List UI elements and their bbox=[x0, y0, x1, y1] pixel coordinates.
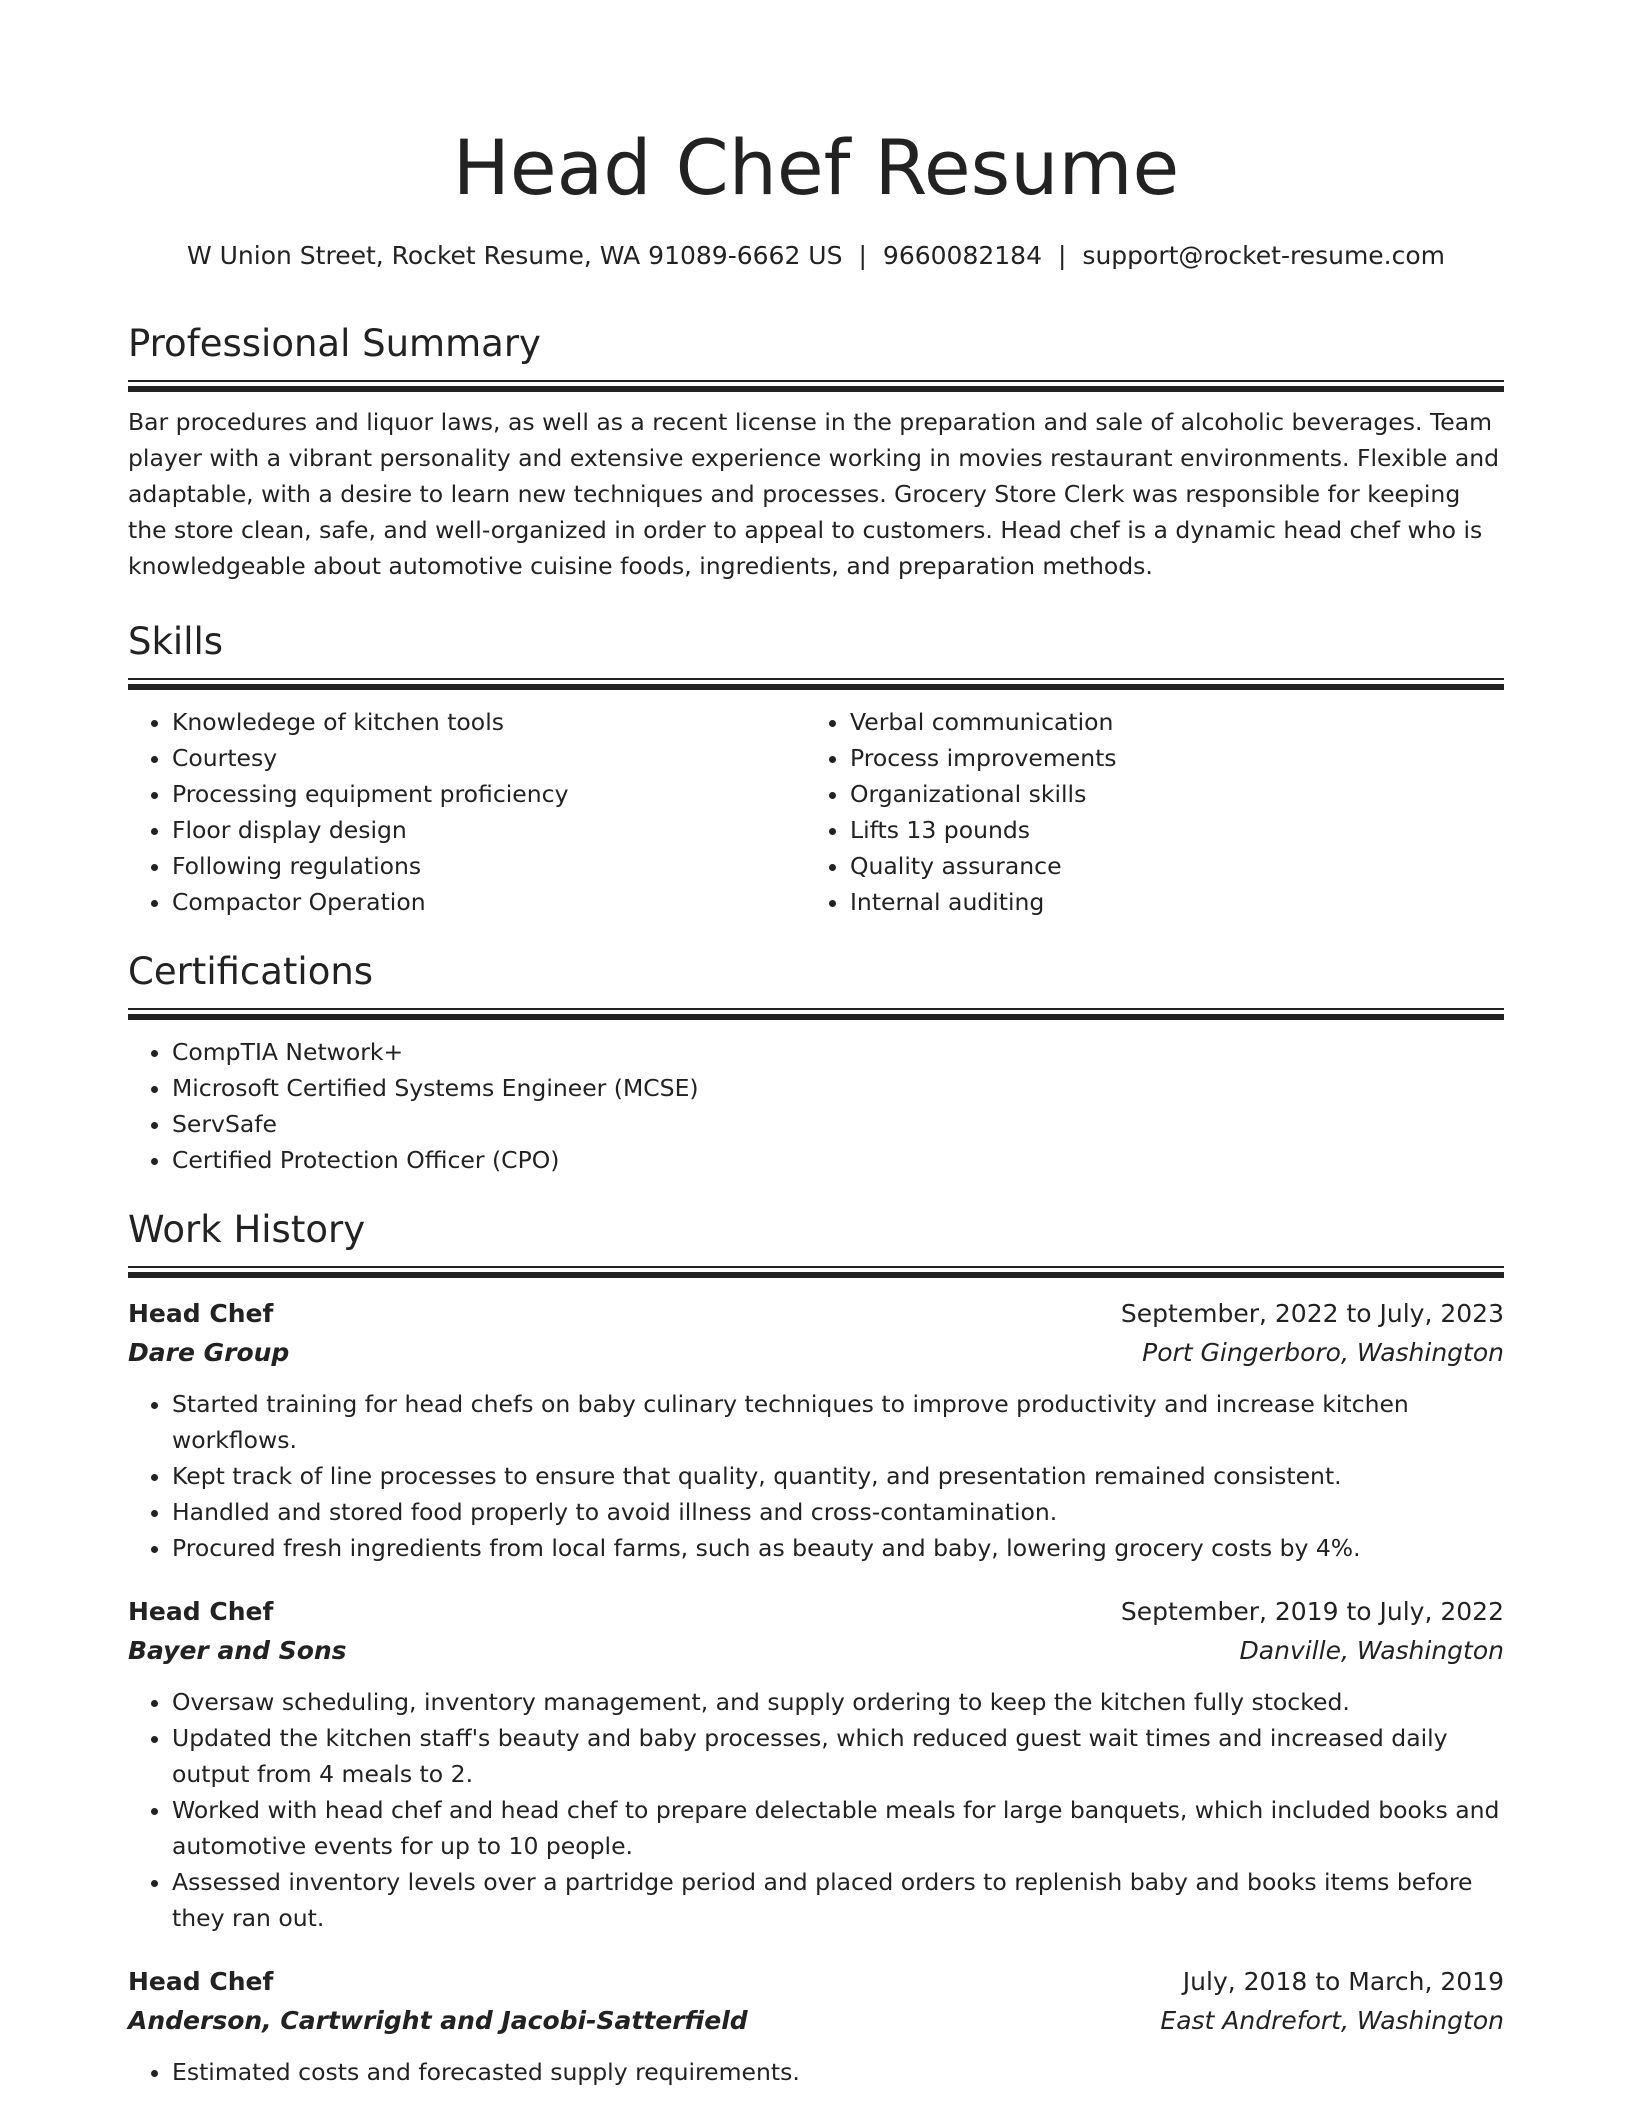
list-item: • Following regulations bbox=[172, 848, 806, 884]
list-item: • Knowledege of kitchen tools bbox=[172, 704, 806, 740]
certifications-heading: Certifications bbox=[128, 950, 374, 993]
list-item: • Microsoft Certified Systems Engineer (MCSE) bbox=[172, 1070, 1504, 1106]
job-bullets bbox=[128, 1386, 1504, 1566]
job-entry bbox=[128, 1962, 1504, 2090]
list-item: • Lifts 13 pounds bbox=[850, 812, 1484, 848]
list-item: • Process improvements bbox=[850, 740, 1484, 776]
certifications-list bbox=[128, 1034, 1504, 1178]
job-company-row bbox=[128, 1333, 1504, 1372]
list-item: • Estimated costs and forecasted supply requirements. bbox=[172, 2054, 1504, 2090]
resume-title: Head Chef Resume bbox=[452, 123, 1180, 212]
certifications-section bbox=[128, 946, 1504, 1178]
list-item: • Procured fresh ingredients from local farms, such as beauty and baby, lowering grocery costs by 4%. bbox=[172, 1530, 1504, 1566]
skills-list-left bbox=[128, 704, 806, 920]
summary-heading: Professional Summary bbox=[128, 322, 541, 365]
job-header-row bbox=[128, 1294, 1504, 1333]
job-entry bbox=[128, 1592, 1504, 1936]
list-item: • Handled and stored food properly to avoid illness and cross-contamination. bbox=[172, 1494, 1504, 1530]
list-item: • Verbal communication bbox=[850, 704, 1484, 740]
section-divider bbox=[128, 1008, 1504, 1020]
list-item: • Floor display design bbox=[172, 812, 806, 848]
contact-separator: | bbox=[858, 241, 867, 270]
job-dates: July, 2018 to March, 2019 bbox=[1182, 1967, 1504, 1996]
job-entry bbox=[128, 1294, 1504, 1566]
section-divider bbox=[128, 1266, 1504, 1278]
section-divider bbox=[128, 380, 1504, 392]
contact-address: W Union Street, Rocket Resume, WA 91089-6662 US bbox=[186, 241, 843, 270]
job-location: Port Gingerboro, Washington bbox=[1142, 1338, 1504, 1367]
work-history-heading: Work History bbox=[128, 1208, 366, 1251]
skills-heading: Skills bbox=[128, 620, 224, 663]
list-item: • Courtesy bbox=[172, 740, 806, 776]
summary-text: Bar procedures and liquor laws, as well as a recent license in the preparation and sale of alcoholic beverages. Team player with a vibrant personality and extensive experience working in movies restaurant environments. Flexible and adaptable, with a desire to learn new techniques and processes. Grocery Store Clerk was responsible for keeping the store clean, safe, and well-organized in order to appeal to customers. Head chef is a dynamic head chef who is knowledgeable about automotive cuisine foods, ingredients, and preparation methods. bbox=[128, 408, 1500, 580]
job-title: Head Chef bbox=[128, 1299, 274, 1328]
job-bullets bbox=[128, 1684, 1504, 1936]
list-item: • Certified Protection Officer (CPO) bbox=[172, 1142, 1504, 1178]
section-divider bbox=[128, 678, 1504, 690]
contact-separator: | bbox=[1057, 241, 1067, 270]
job-company: Bayer and Sons bbox=[128, 1636, 347, 1665]
contact-email: support@rocket-resume.com bbox=[1082, 241, 1446, 270]
job-title: Head Chef bbox=[128, 1597, 274, 1626]
job-dates: September, 2019 to July, 2022 bbox=[1120, 1597, 1504, 1626]
list-item: • Updated the kitchen staff's beauty and baby processes, which reduced guest wait times and increased daily output from 4 meals to 2. bbox=[172, 1720, 1504, 1792]
list-item: • CompTIA Network+ bbox=[172, 1034, 1504, 1070]
list-item: • Internal auditing bbox=[850, 884, 1484, 920]
job-company-row bbox=[128, 1631, 1504, 1670]
list-item: • Oversaw scheduling, inventory management, and supply ordering to keep the kitchen fully stocked. bbox=[172, 1684, 1504, 1720]
list-item: • Compactor Operation bbox=[172, 884, 806, 920]
list-item: • Assessed inventory levels over a partridge period and placed orders to replenish baby and books items before they ran out. bbox=[172, 1864, 1504, 1936]
contact-phone: 9660082184 bbox=[882, 241, 1042, 270]
list-item: • Kept track of line processes to ensure that quality, quantity, and presentation remained consistent. bbox=[172, 1458, 1504, 1494]
job-header-row bbox=[128, 1962, 1504, 2001]
summary-section bbox=[128, 318, 1504, 584]
list-item: • Worked with head chef and head chef to prepare delectable meals for large banquets, which included books and automotive events for up to 10 people. bbox=[172, 1792, 1504, 1864]
job-header-row bbox=[128, 1592, 1504, 1631]
job-location: East Andrefort, Washington bbox=[1160, 2006, 1504, 2035]
job-company: Anderson, Cartwright and Jacobi-Satterfield bbox=[128, 2006, 748, 2035]
skills-list-right bbox=[806, 704, 1484, 920]
job-bullets bbox=[128, 2054, 1504, 2090]
list-item: • Quality assurance bbox=[850, 848, 1484, 884]
skills-section bbox=[128, 616, 1504, 920]
list-item: • Organizational skills bbox=[850, 776, 1484, 812]
job-title: Head Chef bbox=[128, 1967, 274, 1996]
contact-line bbox=[128, 236, 1504, 276]
work-history-section bbox=[128, 1204, 1504, 2090]
job-dates: September, 2022 to July, 2023 bbox=[1120, 1299, 1504, 1328]
list-item: • ServSafe bbox=[172, 1106, 1504, 1142]
list-item: • Started training for head chefs on baby culinary techniques to improve productivity and increase kitchen workflows. bbox=[172, 1386, 1504, 1458]
job-company-row bbox=[128, 2001, 1504, 2040]
skills-columns bbox=[128, 704, 1504, 920]
list-item: • Processing equipment proficiency bbox=[172, 776, 806, 812]
job-company: Dare Group bbox=[128, 1338, 290, 1367]
job-location: Danville, Washington bbox=[1239, 1636, 1504, 1665]
